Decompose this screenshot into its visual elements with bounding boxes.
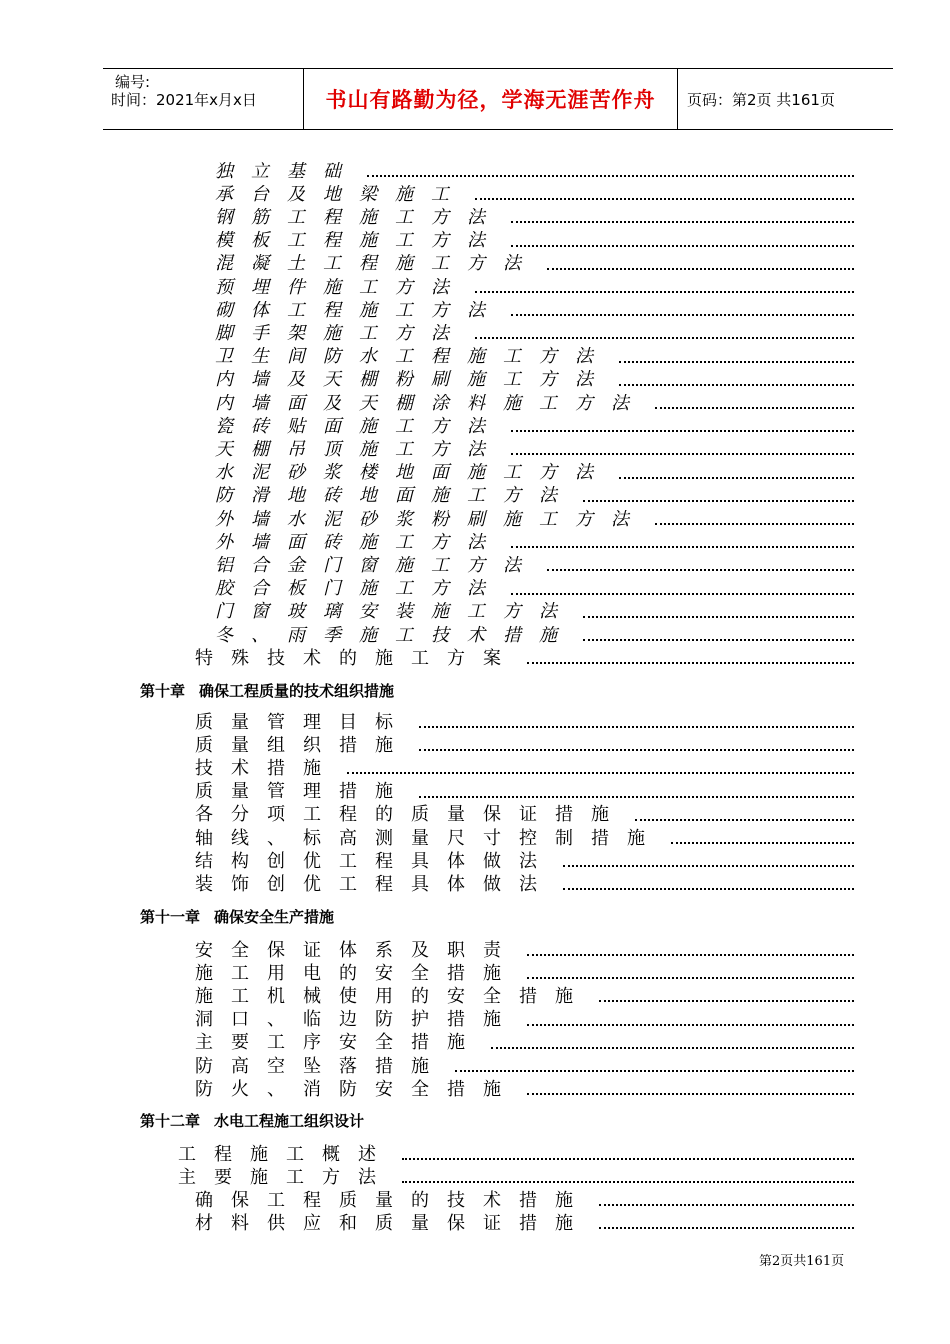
toc-leader-dots: [599, 1210, 854, 1233]
toc-leader-dots: [402, 1141, 854, 1164]
toc-entry-title: 内墙及天棚粉刷施工方法: [215, 369, 611, 391]
page-label: 页码：第2页 共161页: [687, 91, 835, 109]
toc-entry[interactable]: [215, 228, 854, 251]
toc-leader-dots: [619, 460, 854, 483]
toc-leader-dots: [455, 1053, 854, 1076]
toc-leader-dots: [419, 709, 854, 732]
toc-entry-title: 结构创优工程具体做法: [195, 850, 555, 872]
toc-leader-dots: [527, 1076, 854, 1099]
chapter-11-heading: [140, 906, 334, 927]
toc-entry-title: 质量管理目标: [195, 711, 411, 733]
toc-entry[interactable]: [215, 204, 854, 227]
toc-leader-dots: [527, 960, 854, 983]
toc-leader-dots: [563, 871, 854, 894]
toc-leader-dots: [583, 483, 854, 506]
toc-entry-title: 装饰创优工程具体做法: [195, 873, 555, 895]
toc-entry-title: 主要工序安全措施: [195, 1032, 483, 1054]
toc-leader-dots: [527, 1007, 854, 1030]
time-label: 时间：2021年x月x日: [111, 91, 257, 109]
toc-leader-dots: [547, 552, 854, 575]
toc-entry-title: 铝合金门窗施工方法: [215, 554, 539, 576]
toc-entry[interactable]: [215, 529, 854, 552]
header-page-cell: [677, 69, 893, 129]
toc-entry[interactable]: [195, 983, 854, 1006]
toc-entry-title: 砌体工程施工方法: [215, 299, 503, 321]
toc-entry-title: 施工用电的安全措施: [195, 962, 519, 984]
toc-leader-dots: [583, 622, 854, 645]
toc-entry[interactable]: [215, 483, 854, 506]
toc-leader-dots: [635, 802, 854, 825]
page-header: [103, 68, 893, 130]
chapter-title: 水电工程施工组织设计: [214, 1112, 365, 1130]
toc-entry-title: 施工机械使用的安全措施: [195, 985, 591, 1007]
toc-entry[interactable]: [195, 1187, 854, 1210]
chapter-number: 第十一章: [140, 908, 201, 926]
toc-entry[interactable]: [195, 755, 854, 778]
toc-entry-title: 混凝土工程施工方法: [215, 253, 539, 275]
toc-entry-title: 防滑地砖地面施工方法: [215, 485, 575, 507]
toc-leader-dots: [527, 645, 854, 668]
toc-leader-dots: [511, 297, 854, 320]
toc-entry[interactable]: [195, 960, 854, 983]
toc-leader-dots: [491, 1030, 854, 1053]
toc-leader-dots: [619, 367, 854, 390]
toc-entry[interactable]: [215, 320, 854, 343]
toc-leader-dots: [619, 344, 854, 367]
toc-entry-title: 防高空坠落措施: [195, 1055, 447, 1077]
toc-leader-dots: [599, 1187, 854, 1210]
toc-entry-title: 确保工程质量的技术措施: [195, 1189, 591, 1211]
toc-leader-dots: [511, 413, 854, 436]
toc-leader-dots: [367, 158, 854, 181]
toc-leader-dots: [671, 825, 854, 848]
toc-entry-title: 外墙面砖施工方法: [215, 531, 503, 553]
toc-entry-title: 胶合板门施工方法: [215, 578, 503, 600]
toc-leader-dots: [419, 779, 854, 802]
toc-leader-dots: [655, 390, 854, 413]
toc-entry-title: 内墙面及天棚涂料施工方法: [215, 392, 647, 414]
chapter-number: 第十章: [140, 682, 186, 700]
toc-entry[interactable]: [215, 390, 854, 413]
toc-entry[interactable]: [195, 848, 854, 871]
toc-entry[interactable]: [215, 552, 854, 575]
toc-entry-title: 防火、消防安全措施: [195, 1078, 519, 1100]
toc-entry[interactable]: [215, 297, 854, 320]
toc-leader-dots: [655, 506, 854, 529]
code-label: 编号:: [115, 73, 151, 91]
toc-entry-title: 脚手架施工方法: [215, 322, 467, 344]
toc-entry[interactable]: [215, 344, 854, 367]
toc-entry-title: 独立基础: [215, 160, 359, 182]
toc-leader-dots: [583, 599, 854, 622]
toc-leader-dots: [527, 937, 854, 960]
toc-leader-dots: [475, 274, 854, 297]
toc-leader-dots: [563, 848, 854, 871]
toc-entry[interactable]: [195, 779, 854, 802]
toc-entry[interactable]: [195, 732, 854, 755]
toc-entry[interactable]: [215, 413, 854, 436]
toc-entry-title: 质量管理措施: [195, 781, 411, 803]
toc-leader-dots: [511, 436, 854, 459]
toc-leader-dots: [475, 181, 854, 204]
toc-leader-dots: [419, 732, 854, 755]
toc-entry[interactable]: [178, 1164, 854, 1187]
toc-entry[interactable]: [215, 506, 854, 529]
toc-entry-title: 洞口、临边防护措施: [195, 1009, 519, 1031]
toc-leader-dots: [511, 529, 854, 552]
toc-entry-title: 冬、雨季施工技术措施: [215, 624, 575, 646]
chapter-title: 确保安全生产措施: [214, 908, 335, 926]
toc-entry[interactable]: [195, 871, 854, 894]
toc-entry-title: 承台及地梁施工: [215, 183, 467, 205]
toc-entry[interactable]: [195, 825, 854, 848]
toc-entry-title: 主要施工方法: [178, 1166, 394, 1188]
toc-entry[interactable]: [195, 1053, 854, 1076]
toc-entry-title: 各分项工程的质量保证措施: [195, 804, 627, 826]
chapter-title: 确保工程质量的技术组织措施: [199, 682, 395, 700]
toc-leader-dots: [511, 228, 854, 251]
toc-entry-title: 外墙水泥砂浆粉刷施工方法: [215, 508, 647, 530]
toc-entry[interactable]: [195, 1030, 854, 1053]
toc-entry[interactable]: [215, 622, 854, 645]
toc-entry-title: 预埋件施工方法: [215, 276, 467, 298]
toc-leader-dots: [599, 983, 854, 1006]
toc-entry[interactable]: [215, 436, 854, 459]
toc-entry-title: 钢筋工程施工方法: [215, 206, 503, 228]
toc-entry[interactable]: [215, 274, 854, 297]
toc-entry-title: 瓷砖贴面施工方法: [215, 415, 503, 437]
toc-entry[interactable]: [195, 1007, 854, 1030]
header-meta: [103, 69, 303, 129]
toc-entry-title: 轴线、标高测量尺寸控制措施: [195, 827, 663, 849]
header-motto-cell: [303, 69, 678, 129]
toc-entry[interactable]: [215, 460, 854, 483]
toc-entry-title: 特殊技术的施工方案: [195, 647, 519, 669]
toc-entry[interactable]: [195, 1210, 854, 1233]
toc-leader-dots: [511, 576, 854, 599]
toc-entry[interactable]: [195, 709, 854, 732]
toc-leader-dots: [347, 755, 854, 778]
page-footer: 第2页共161页: [759, 1254, 845, 1269]
toc-entry[interactable]: [215, 158, 854, 181]
toc-entry[interactable]: [215, 251, 854, 274]
toc-leader-dots: [511, 204, 854, 227]
toc-entry-title: 安全保证体系及职责: [195, 939, 519, 961]
toc-entry[interactable]: [215, 367, 854, 390]
toc-entry-title: 材料供应和质量保证措施: [195, 1212, 591, 1234]
toc-entry[interactable]: [195, 1076, 854, 1099]
chapter-number: 第十二章: [140, 1112, 201, 1130]
toc-entry-title: 门窗玻璃安装施工方法: [215, 601, 575, 623]
toc-entry-title: 水泥砂浆楼地面施工方法: [215, 462, 611, 484]
toc-entry[interactable]: [195, 802, 854, 825]
toc-entry-title: 天棚吊顶施工方法: [215, 438, 503, 460]
toc-entry[interactable]: [195, 937, 854, 960]
toc-leader-dots: [547, 251, 854, 274]
toc-leader-dots: [475, 320, 854, 343]
toc-entry[interactable]: [215, 181, 854, 204]
toc-entry-title: 模板工程施工方法: [215, 230, 503, 252]
toc-entry-title: 质量组织措施: [195, 734, 411, 756]
toc-entry[interactable]: [215, 599, 854, 622]
motto: 书山有路勤为径，学海无涯苦作舟: [325, 88, 656, 112]
toc-entry-title: 工程施工概述: [178, 1143, 394, 1165]
toc-entry[interactable]: [195, 645, 854, 668]
toc-entry[interactable]: [215, 576, 854, 599]
chapter-10-heading: [140, 680, 394, 701]
toc-entry[interactable]: [178, 1141, 854, 1164]
toc-leader-dots: [402, 1164, 854, 1187]
toc-entry-title: 卫生间防水工程施工方法: [215, 346, 611, 368]
chapter-12-heading: [140, 1110, 364, 1131]
toc-entry-title: 技术措施: [195, 757, 339, 779]
